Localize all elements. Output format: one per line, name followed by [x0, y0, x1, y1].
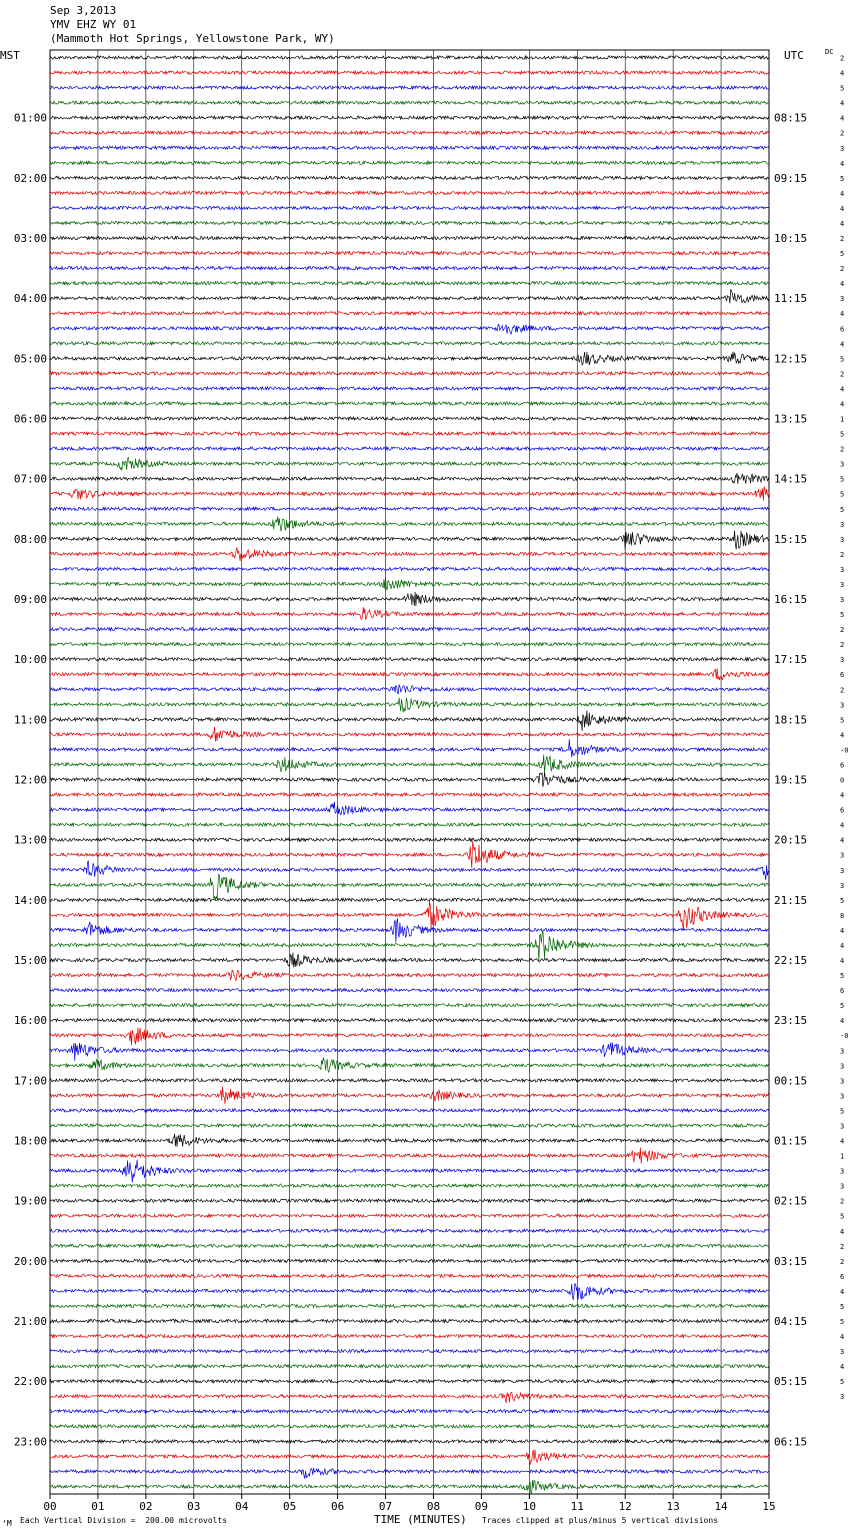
seismic-trace: [50, 1058, 769, 1073]
x-tick-label: 10: [522, 1500, 536, 1513]
dc-offset-label: 1: [840, 1152, 845, 1161]
dc-offset-label: 4: [840, 1137, 845, 1146]
seismic-trace: [50, 802, 769, 815]
seismic-trace: [50, 146, 769, 149]
seismic-trace: [50, 531, 769, 551]
dc-offset-label: 4: [840, 69, 845, 78]
seismic-trace: [50, 352, 769, 365]
seismic-trace: [50, 176, 769, 179]
dc-offset-label: 4: [840, 400, 845, 409]
seismic-trace: [50, 473, 769, 484]
dc-offset-label: 2: [840, 686, 845, 695]
dc-offset-label: 2: [840, 1242, 845, 1251]
seismic-trace: [50, 772, 769, 787]
seismic-trace: [50, 486, 769, 500]
seismic-trace: [50, 101, 769, 104]
seismic-trace: [50, 953, 769, 968]
x-tick-label: 11: [570, 1500, 584, 1513]
utc-tick-label: 05:15: [774, 1375, 808, 1389]
scale-note: Each Vertical Division = 200.00 microvolts: [20, 1516, 228, 1525]
seismic-trace: [50, 1199, 769, 1202]
utc-tick-label: 18:15: [774, 713, 808, 727]
dc-offset-label: 4: [840, 204, 845, 213]
seismic-trace: [50, 628, 769, 631]
dc-offset-label: 3: [840, 1167, 845, 1176]
x-tick-label: 05: [283, 1500, 297, 1513]
seismic-trace: [50, 402, 769, 405]
dc-offset-label: 2: [840, 626, 845, 635]
dc-offset-label: 3: [840, 881, 845, 890]
utc-tick-label: 19:15: [774, 773, 808, 787]
dc-offset-label: 4: [840, 941, 845, 950]
dc-offset-label: 5: [840, 1212, 845, 1221]
seismic-trace: [50, 1109, 769, 1112]
seismic-trace: [50, 267, 769, 270]
x-tick-label: 02: [139, 1500, 153, 1513]
x-tick-label: 06: [330, 1500, 345, 1513]
dc-offset-label: 4: [840, 385, 845, 394]
mst-tick-label: 03:00: [13, 232, 47, 246]
x-axis-label: TIME (MINUTES): [374, 1513, 467, 1526]
dc-offset-label: 3: [840, 1047, 845, 1056]
mst-tick-label: 02:00: [13, 171, 47, 185]
utc-tick-label: 14:15: [774, 472, 808, 486]
x-tick-label: 03: [187, 1500, 201, 1513]
dc-offset-label: 4: [840, 99, 845, 108]
dc-offset-label: 3: [840, 1348, 845, 1357]
mst-tick-label: 11:00: [13, 713, 47, 727]
seismic-trace: [50, 457, 769, 470]
dc-offset-label: 5: [840, 84, 845, 93]
dc-offset-label: 4: [840, 1287, 845, 1296]
seismic-trace: [50, 1124, 769, 1127]
dc-offset-label: 1: [840, 415, 845, 424]
dc-offset-label: 5: [840, 1107, 845, 1116]
seismic-trace: [50, 547, 769, 561]
mst-tick-label: 22:00: [13, 1375, 47, 1389]
x-tick-label: 08: [426, 1500, 441, 1513]
seismic-trace: [50, 191, 769, 194]
dc-offset-label: 4: [840, 791, 845, 800]
dc-offset-label: 2: [840, 129, 845, 138]
dc-offset-label: 8: [840, 911, 845, 920]
seismic-trace: [50, 1244, 769, 1247]
mst-tick-label: 17:00: [13, 1074, 47, 1088]
dc-offset-label: 4: [840, 310, 845, 319]
seismic-trace: [50, 1380, 769, 1383]
seismic-trace: [50, 447, 769, 450]
dc-offset-label: 3: [840, 535, 845, 544]
utc-tick-label: 04:15: [774, 1315, 808, 1329]
clip-note: Traces clipped at plus/minus 5 vertical divisions: [482, 1516, 719, 1525]
seismic-trace: [50, 221, 769, 224]
seismic-trace: [50, 918, 769, 942]
seismic-trace: [50, 739, 769, 757]
seismic-trace: [50, 874, 769, 899]
dc-offset-label: -0: [840, 746, 849, 755]
dc-offset-label: 5: [840, 355, 845, 364]
seismic-trace: [50, 898, 769, 901]
seismic-trace: [50, 1028, 769, 1046]
mst-tick-label: 12:00: [13, 773, 47, 787]
seismic-trace: [50, 1274, 769, 1277]
seismic-trace: [50, 1335, 769, 1338]
dc-offset-label: 3: [840, 295, 845, 304]
seismic-trace: [50, 793, 769, 796]
utc-tick-label: 08:15: [774, 111, 808, 125]
seismic-trace: [50, 282, 769, 285]
dc-offset-label: 5: [840, 1378, 845, 1387]
utc-tick-label: 03:15: [774, 1254, 808, 1268]
dc-offset-label: 5: [840, 490, 845, 499]
dc-offset-label: 5: [840, 475, 845, 484]
dc-offset-label: 5: [840, 611, 845, 620]
mst-tick-label: 08:00: [13, 532, 47, 546]
footer-mark: ‘M: [2, 1519, 12, 1528]
seismic-trace: [50, 131, 769, 134]
seismic-trace: [50, 698, 769, 712]
seismic-trace: [50, 643, 769, 646]
utc-tick-label: 09:15: [774, 171, 808, 185]
seismic-trace: [50, 342, 769, 345]
seismic-trace: [50, 658, 769, 661]
mst-tick-label: 07:00: [13, 472, 47, 486]
seismic-trace: [50, 970, 769, 980]
dc-offset-label: 2: [840, 1257, 845, 1266]
dc-offset-label: 5: [840, 250, 845, 259]
dc-offset-label: 4: [840, 280, 845, 289]
utc-tick-label: 23:15: [774, 1014, 808, 1028]
dc-offset-label: 5: [840, 174, 845, 183]
seismic-trace: [50, 861, 769, 881]
seismic-trace: [50, 1410, 769, 1413]
seismic-trace: [50, 577, 769, 590]
dc-offset-label: 2: [840, 54, 845, 63]
dc-offset-label: 4: [840, 219, 845, 228]
x-tick-label: 13: [666, 1500, 680, 1513]
seismic-trace: [50, 325, 769, 335]
dc-offset-label: 4: [840, 340, 845, 349]
seismic-trace: [50, 1214, 769, 1217]
seismic-trace: [50, 517, 769, 532]
seismic-trace: [50, 56, 769, 59]
dc-offset-label: 4: [840, 957, 845, 966]
seismic-trace: [50, 711, 769, 731]
seismic-trace: [50, 312, 769, 315]
seismic-trace: [50, 1019, 769, 1022]
seismic-trace: [50, 1043, 769, 1061]
seismic-trace: [50, 1229, 769, 1232]
dc-offset-label: 4: [840, 836, 845, 845]
header-date: Sep 3,2013: [50, 4, 117, 17]
seismic-trace: [50, 1425, 769, 1428]
dc-offset-label: 2: [840, 641, 845, 650]
dc-offset-label: 3: [840, 565, 845, 574]
seismic-trace: [50, 901, 769, 930]
dc-offset-label: 3: [840, 701, 845, 710]
dc-offset-label: 4: [840, 114, 845, 123]
dc-offset-label: 4: [840, 1227, 845, 1236]
mst-tick-label: 05:00: [13, 352, 47, 366]
dc-offset-label: 3: [840, 1077, 845, 1086]
seismic-trace: [50, 1148, 769, 1164]
seismic-trace: [50, 417, 769, 420]
seismic-trace: [50, 1319, 769, 1322]
dc-offset-label: 4: [840, 1333, 845, 1342]
dc-offset-label: 4: [840, 189, 845, 198]
seismic-trace: [50, 841, 769, 868]
dc-offset-label: 6: [840, 671, 845, 680]
x-tick-label: 00: [43, 1500, 57, 1513]
dc-offset-label: 6: [840, 761, 845, 770]
mst-tick-label: 06:00: [13, 412, 47, 426]
seismic-trace: [50, 206, 769, 209]
dc-offset-label: 0: [840, 776, 845, 785]
dc-offset-label: 5: [840, 505, 845, 514]
seismic-trace: [50, 1004, 769, 1007]
dc-label: DC: [825, 48, 834, 56]
seismic-trace: [50, 607, 769, 619]
utc-tick-label: 00:15: [774, 1074, 808, 1088]
seismic-trace: [50, 668, 769, 680]
seismic-trace: [50, 685, 769, 694]
dc-offset-label: 3: [840, 1393, 845, 1402]
dc-offset-label: 5: [840, 1302, 845, 1311]
dc-offset-label: 6: [840, 987, 845, 996]
dc-offset-label: 4: [840, 1363, 845, 1372]
seismic-trace: [50, 1350, 769, 1353]
dc-offset-label: -0: [840, 1032, 849, 1041]
seismic-trace: [50, 1160, 769, 1183]
dc-offset-label: 3: [840, 851, 845, 860]
dc-offset-label: 4: [840, 731, 845, 740]
dc-offset-label: 5: [840, 1002, 845, 1011]
mst-tick-label: 10:00: [13, 653, 47, 667]
header-location: (Mammoth Hot Springs, Yellowstone Park, WY): [50, 32, 335, 45]
dc-offset-label: 2: [840, 265, 845, 274]
dc-offset-label: 2: [840, 370, 845, 379]
dc-offset-label: 4: [840, 821, 845, 830]
header-station: YMV EHZ WY 01: [50, 18, 137, 31]
dc-offset-label: 3: [840, 596, 845, 605]
x-tick-label: 01: [91, 1500, 105, 1513]
x-tick-label: 12: [618, 1500, 632, 1513]
utc-label: UTC: [784, 49, 804, 62]
mst-label: MST: [0, 49, 20, 62]
dc-offset-label: 5: [840, 716, 845, 725]
seismic-trace: [50, 727, 769, 742]
dc-offset-label: 5: [840, 896, 845, 905]
dc-offset-label: 3: [840, 1092, 845, 1101]
dc-offset-label: 3: [840, 460, 845, 469]
mst-tick-label: 13:00: [13, 833, 47, 847]
utc-tick-label: 11:15: [774, 292, 808, 306]
seismic-trace: [50, 1365, 769, 1368]
dc-offset-label: 2: [840, 550, 845, 559]
seismic-trace: [50, 838, 769, 841]
mst-tick-label: 14:00: [13, 893, 47, 907]
utc-tick-label: 15:15: [774, 532, 808, 546]
seismic-trace: [50, 252, 769, 255]
seismic-trace: [50, 71, 769, 74]
seismic-trace: [50, 1087, 769, 1104]
seismic-trace: [50, 1134, 769, 1147]
utc-tick-label: 12:15: [774, 352, 808, 366]
dc-offset-label: 5: [840, 972, 845, 981]
dc-offset-label: 5: [840, 1318, 845, 1327]
seismic-trace: [50, 387, 769, 390]
dc-offset-label: 2: [840, 1197, 845, 1206]
seismic-trace: [50, 1259, 769, 1262]
seismic-trace: [50, 116, 769, 119]
utc-tick-label: 21:15: [774, 893, 808, 907]
mst-tick-label: 15:00: [13, 954, 47, 968]
utc-tick-label: 02:15: [774, 1194, 808, 1208]
dc-offset-label: 5: [840, 430, 845, 439]
seismic-trace: [50, 1284, 769, 1300]
dc-offset-label: 3: [840, 1182, 845, 1191]
seismic-trace: [50, 236, 769, 239]
utc-tick-label: 22:15: [774, 954, 808, 968]
seismic-trace: [50, 161, 769, 164]
seismic-trace: [50, 86, 769, 89]
dc-offset-label: 3: [840, 144, 845, 153]
seismic-trace: [50, 1440, 769, 1443]
seismic-trace: [50, 1480, 769, 1493]
utc-tick-label: 16:15: [774, 593, 808, 607]
seismic-trace: [50, 1449, 769, 1464]
mst-tick-label: 19:00: [13, 1194, 47, 1208]
seismic-trace: [50, 372, 769, 375]
seismic-trace: [50, 989, 769, 992]
dc-offset-label: 4: [840, 926, 845, 935]
dc-offset-label: 3: [840, 580, 845, 589]
x-tick-label: 04: [235, 1500, 249, 1513]
mst-tick-label: 09:00: [13, 593, 47, 607]
dc-offset-label: 3: [840, 1122, 845, 1131]
mst-tick-label: 23:00: [13, 1435, 47, 1449]
seismic-trace: [50, 592, 769, 606]
seismic-trace: [50, 823, 769, 826]
seismic-trace: [50, 1079, 769, 1082]
dc-offset-label: 4: [840, 1017, 845, 1026]
x-tick-label: 09: [474, 1500, 489, 1513]
mst-tick-label: 21:00: [13, 1315, 47, 1329]
dc-offset-label: 3: [840, 656, 845, 665]
x-tick-label: 15: [762, 1500, 776, 1513]
dc-offset-label: 3: [840, 520, 845, 529]
seismic-trace: [50, 1468, 769, 1479]
mst-tick-label: 20:00: [13, 1254, 47, 1268]
seismic-trace: [50, 507, 769, 510]
utc-tick-label: 20:15: [774, 833, 808, 847]
seismic-trace: [50, 1392, 769, 1403]
plot-frame: [50, 50, 769, 1494]
mst-tick-label: 04:00: [13, 292, 47, 306]
seismic-trace: [50, 755, 769, 773]
mst-tick-label: 16:00: [13, 1014, 47, 1028]
dc-offset-label: 6: [840, 806, 845, 815]
dc-offset-label: 6: [840, 1272, 845, 1281]
dc-offset-label: 3: [840, 1062, 845, 1071]
dc-offset-label: 3: [840, 866, 845, 875]
utc-tick-label: 06:15: [774, 1435, 808, 1449]
mst-tick-label: 18:00: [13, 1134, 47, 1148]
x-tick-label: 07: [378, 1500, 393, 1513]
seismic-trace: [50, 290, 769, 304]
seismic-trace: [50, 1184, 769, 1187]
seismic-trace: [50, 567, 769, 570]
dc-offset-label: 6: [840, 325, 845, 334]
utc-tick-label: 17:15: [774, 653, 808, 667]
dc-offset-label: 4: [840, 159, 845, 168]
mst-tick-label: 01:00: [13, 111, 47, 125]
utc-tick-label: 01:15: [774, 1134, 808, 1148]
x-tick-label: 14: [714, 1500, 728, 1513]
dc-offset-label: 2: [840, 235, 845, 244]
dc-offset-label: 2: [840, 445, 845, 454]
seismic-trace: [50, 1304, 769, 1307]
utc-tick-label: 13:15: [774, 412, 808, 426]
utc-tick-label: 10:15: [774, 232, 808, 246]
seismic-trace: [50, 432, 769, 435]
